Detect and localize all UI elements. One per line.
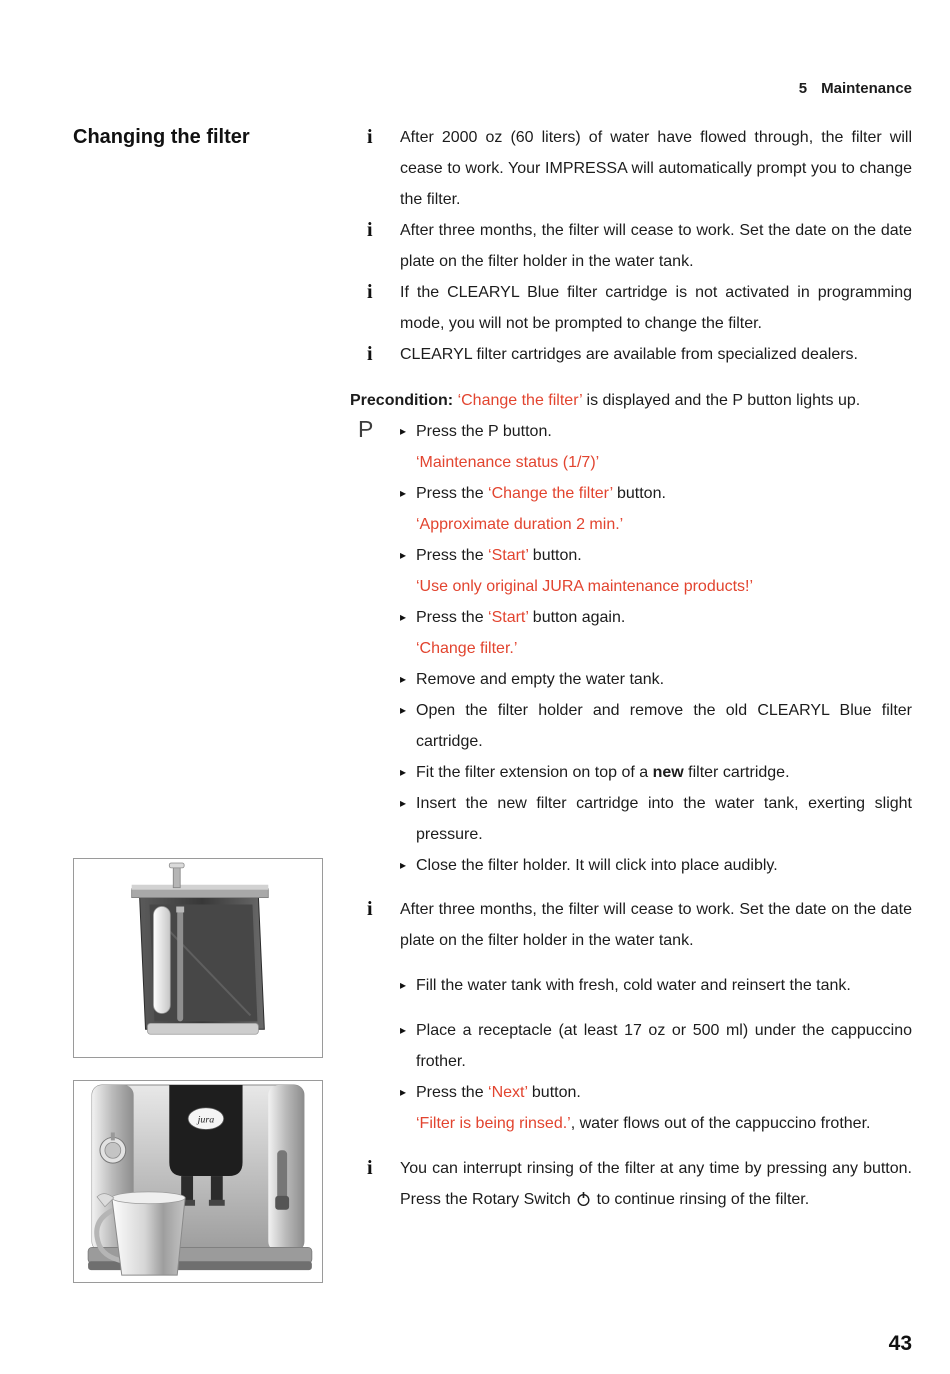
step-text: Fit the filter extension on top of a [416,764,653,781]
section-title: Changing the filter [73,126,250,148]
step-text: Insert the new filter cartridge into the water tank, exerting slight pressure. [416,795,912,843]
info-icon: i [367,281,373,303]
precondition-rest: is displayed and the P button lights up. [582,392,861,409]
info-icon: i [367,1157,373,1179]
step-arrow-icon: ▸ [400,1023,407,1037]
button-label: ‘Next’ [488,1084,528,1101]
display-message-text: ‘Approximate duration 2 min.’ [416,516,624,533]
step-arrow-icon: ▸ [400,672,407,686]
display-message-text: ‘Change filter.’ [416,640,518,657]
step-text: Press the [416,1084,489,1101]
step-arrow-icon: ▸ [400,858,407,872]
step-arrow-icon: ▸ [400,548,407,562]
page-number: 43 [888,1332,912,1355]
step-text: Place a receptacle (at least 17 oz or 500 ml) under the cappuccino frother. [416,1022,912,1070]
step-arrow-icon: ▸ [400,610,407,624]
step [350,664,912,695]
display-message [350,1108,912,1139]
coffee-machine-illustration [74,1081,322,1282]
step-text: Press the P button. [416,423,552,440]
display-message [350,447,912,478]
step-text: button. [612,485,666,502]
chapter-number: 5 [798,80,808,97]
info-icon: i [367,898,373,920]
step [350,695,912,757]
step-text: Close the filter holder. It will click into place audibly. [416,857,778,874]
display-message-text: ‘Change the filter’ [457,392,583,409]
info-note-text: You can interrupt rinsing of the filter at any time by pressing any button. Press the Rotary Switch [400,1160,912,1208]
step-arrow-icon: ▸ [400,703,407,717]
info-note-text: After three months, the filter will cease to work. Set the date on the date plate on the filter holder in the water tank. [400,901,912,949]
step [350,602,912,633]
info-note-text: to continue rinsing of the filter. [592,1191,810,1208]
precondition [350,385,912,416]
info-note [350,122,912,215]
info-icon: i [367,126,373,148]
jura-logo: jura [197,1114,215,1126]
info-icon: i [367,343,373,365]
step-text: Open the filter holder and remove the old CLEARYL Blue filter cartridge. [416,702,912,750]
info-note [350,894,912,956]
step-text: Fill the water tank with fresh, cold water and reinsert the tank. [416,977,851,994]
display-message [350,571,912,602]
display-message [350,633,912,664]
info-note [350,339,912,370]
p-button-symbol: P [358,416,374,442]
running-header [799,80,912,97]
step-arrow-icon: ▸ [400,1085,407,1099]
step-text: Press the [416,547,489,564]
display-message-text: ‘Use only original JURA maintenance products!’ [416,578,754,595]
step-arrow-icon: ▸ [400,486,407,500]
info-note-text: After three months, the filter will cease to work. Set the date on the date plate on the filter holder in the water tank. [400,222,912,270]
info-note-text: If the CLEARYL Blue filter cartridge is not activated in programming mode, you will not be prompted to change the filter. [400,284,912,332]
display-message-text: ‘Maintenance status (1/7)’ [416,454,600,471]
button-label: ‘Start’ [488,547,529,564]
step [350,540,912,571]
step-text: filter cartridge. [683,764,790,781]
button-label: ‘Change the filter’ [488,485,613,502]
info-note-text: CLEARYL filter cartridges are available from specialized dealers. [400,346,858,363]
step-text-bold: new [652,764,684,781]
step [350,1077,912,1108]
precondition-label: Precondition: [350,392,458,409]
step-list [350,970,912,1139]
figure-water-tank [73,858,323,1058]
info-note-text: After 2000 oz (60 liters) of water have flowed through, the filter will cease to work. Your IMPRESSA will automatically prompt you to change the filter. [400,129,912,208]
step-list [350,416,912,881]
step-arrow-icon: ▸ [400,796,407,810]
step [350,416,912,447]
water-tank-illustration [74,859,322,1057]
step-arrow-icon: ▸ [400,765,407,779]
display-message [350,509,912,540]
info-icon: i [367,219,373,241]
step [350,788,912,850]
step-text: Press the [416,609,489,626]
step-text: , water flows out of the cappuccino frother. [570,1115,871,1132]
step-text: button again. [528,609,626,626]
button-label: ‘Start’ [488,609,529,626]
display-message-text: ‘Filter is being rinsed.’ [416,1115,571,1132]
step [350,970,912,1001]
step-arrow-icon: ▸ [400,978,407,992]
step [350,1015,912,1077]
step-text: Press the [416,485,489,502]
info-note [350,215,912,277]
info-note [350,1153,912,1215]
right-column [350,122,912,1215]
step [350,478,912,509]
rotary-switch-icon [576,1191,591,1207]
step [350,757,912,788]
chapter-title: Maintenance [821,80,912,97]
info-note-text [400,1153,912,1215]
step [350,850,912,881]
step-text: button. [528,547,582,564]
figure-coffee-machine [73,1080,323,1283]
step-text: button. [527,1084,581,1101]
info-note [350,277,912,339]
step-text: Remove and empty the water tank. [416,671,665,688]
step-arrow-icon: ▸ [400,424,407,438]
